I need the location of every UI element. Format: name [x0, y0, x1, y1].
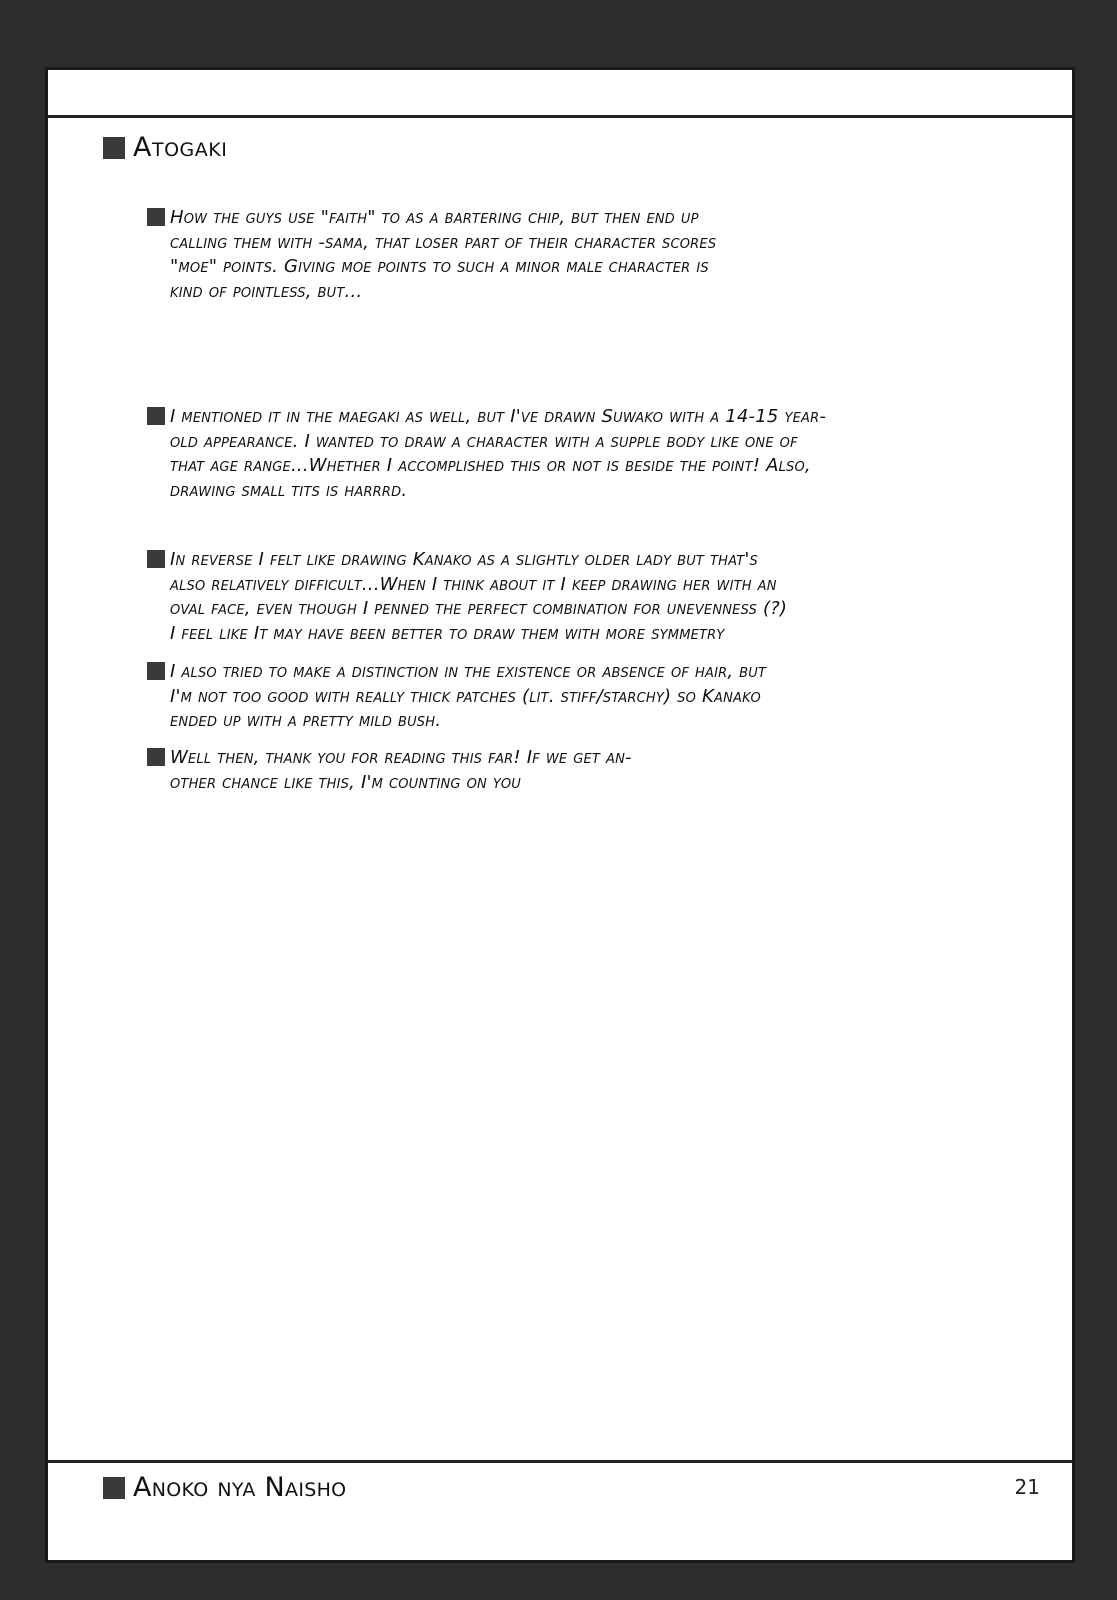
paragraph [147, 746, 1027, 795]
bullet-square-icon [147, 662, 165, 680]
paragraph [147, 660, 1027, 734]
heading-text: Atogaki [133, 132, 228, 163]
bullet-square-icon [147, 550, 165, 568]
paragraph-text: I also tried to make a distinction in the existence or absence of hair, but I'm not too good with really thick patches (lit. stiff/starchy) so Kanako ended up with a pretty mild bush. [170, 661, 767, 732]
top-divider [48, 115, 1072, 118]
bullet-square-icon [103, 1477, 125, 1499]
bullet-square-icon [147, 748, 165, 766]
paragraph-text: How the guys use "faith" to as a bartering chip, but then end up calling them with -sama, that loser part of their character scores "moe" points. Giving moe points to such a minor male character is kind of pointless, but... [170, 207, 717, 302]
page-sheet [45, 67, 1075, 1563]
bullet-square-icon [147, 208, 165, 226]
section-heading [103, 132, 227, 163]
paragraph-text: Well then, thank you for reading this far! If we get an- other chance like this, I'm counting on you [170, 747, 632, 793]
paragraph [147, 405, 1027, 503]
bottom-divider [48, 1460, 1072, 1463]
footer-title [103, 1472, 346, 1503]
page-number: 21 [1014, 1475, 1040, 1499]
paragraph-text: In reverse I felt like drawing Kanako as a slightly older lady but that's also relatively difficult...When I think about it I keep drawing her with an oval face, even though I penned the perfect combination for unevenness (?) I feel like It may have been better to draw them with more symmetry [170, 549, 788, 644]
footer-title-text: Anoko nya Naisho [133, 1472, 347, 1503]
paragraph [147, 206, 1027, 304]
bullet-square-icon [147, 407, 165, 425]
paragraph [147, 548, 1027, 646]
bullet-square-icon [103, 137, 125, 159]
paragraph-text: I mentioned it in the maegaki as well, but I've drawn Suwako with a 14-15 year- old appearance. I wanted to draw a character with a supple body like one of that age range...Whether I accomplished this or not is beside the point! Also, drawing small tits is harrrd. [170, 406, 827, 501]
